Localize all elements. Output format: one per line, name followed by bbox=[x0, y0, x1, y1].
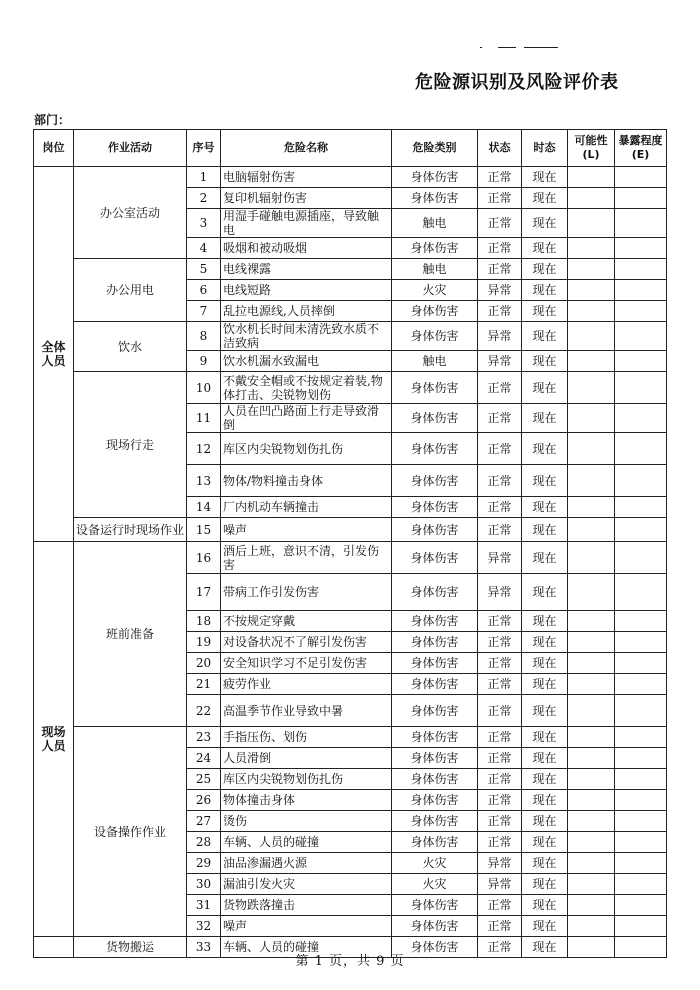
state-cell: 正常 bbox=[478, 372, 522, 404]
exposure-cell bbox=[615, 518, 667, 542]
col-header-likelihood: 可能性(L) bbox=[568, 130, 615, 167]
hazard-type-cell: 火灾 bbox=[392, 874, 478, 895]
hazard-type-cell: 身体伤害 bbox=[392, 518, 478, 542]
number-cell: 6 bbox=[187, 280, 221, 301]
likelihood-cell bbox=[568, 811, 615, 832]
exposure-cell bbox=[615, 748, 667, 769]
likelihood-cell bbox=[568, 372, 615, 404]
number-cell: 31 bbox=[187, 895, 221, 916]
header-rule-long bbox=[524, 47, 558, 48]
tense-cell: 现在 bbox=[522, 301, 568, 322]
col-header-hazard-name: 危险名称 bbox=[221, 130, 392, 167]
number-cell: 9 bbox=[187, 351, 221, 372]
table-header-row bbox=[34, 130, 667, 167]
state-cell: 异常 bbox=[478, 874, 522, 895]
exposure-cell bbox=[615, 811, 667, 832]
state-cell: 正常 bbox=[478, 497, 522, 518]
exposure-cell bbox=[615, 727, 667, 748]
hazard-type-cell: 身体伤害 bbox=[392, 465, 478, 497]
hazard-type-cell: 身体伤害 bbox=[392, 167, 478, 188]
state-cell: 正常 bbox=[478, 301, 522, 322]
state-cell: 正常 bbox=[478, 674, 522, 695]
state-cell: 正常 bbox=[478, 404, 522, 433]
state-cell: 正常 bbox=[478, 167, 522, 188]
exposure-cell bbox=[615, 916, 667, 937]
number-cell: 18 bbox=[187, 611, 221, 632]
number-cell: 8 bbox=[187, 322, 221, 351]
activity-cell: 设备操作作业 bbox=[74, 727, 187, 937]
hazard-name-cell: 厂内机动车辆撞击 bbox=[221, 497, 392, 518]
tense-cell: 现在 bbox=[522, 351, 568, 372]
state-cell: 正常 bbox=[478, 209, 522, 238]
page-footer: 第 1 页，共 9 页 bbox=[295, 954, 405, 969]
hazard-type-cell: 身体伤害 bbox=[392, 811, 478, 832]
likelihood-cell bbox=[568, 433, 615, 465]
col-header-state: 状态 bbox=[478, 130, 522, 167]
hazard-name-cell: 车辆、人员的碰撞 bbox=[221, 937, 392, 958]
likelihood-cell bbox=[568, 542, 615, 574]
hazard-type-cell: 身体伤害 bbox=[392, 574, 478, 611]
table-row bbox=[34, 727, 667, 748]
hazard-type-cell: 身体伤害 bbox=[392, 433, 478, 465]
likelihood-cell bbox=[568, 322, 615, 351]
likelihood-cell bbox=[568, 518, 615, 542]
hazard-type-cell: 身体伤害 bbox=[392, 301, 478, 322]
hazard-type-cell: 身体伤害 bbox=[392, 238, 478, 259]
tense-cell: 现在 bbox=[522, 188, 568, 209]
likelihood-cell bbox=[568, 497, 615, 518]
tense-cell: 现在 bbox=[522, 674, 568, 695]
tense-cell: 现在 bbox=[522, 611, 568, 632]
hazard-type-cell: 身体伤害 bbox=[392, 404, 478, 433]
state-cell: 正常 bbox=[478, 895, 522, 916]
number-cell: 21 bbox=[187, 674, 221, 695]
likelihood-cell bbox=[568, 695, 615, 727]
tense-cell: 现在 bbox=[522, 916, 568, 937]
hazard-type-cell: 触电 bbox=[392, 209, 478, 238]
exposure-cell bbox=[615, 188, 667, 209]
number-cell: 33 bbox=[187, 937, 221, 958]
col-header-activity: 作业活动 bbox=[74, 130, 187, 167]
hazard-name-cell: 对设备状况不了解引发伤害 bbox=[221, 632, 392, 653]
hazard-type-cell: 身体伤害 bbox=[392, 916, 478, 937]
activity-cell: 饮水 bbox=[74, 322, 187, 372]
likelihood-cell bbox=[568, 916, 615, 937]
state-cell: 正常 bbox=[478, 433, 522, 465]
hazard-name-cell: 货物跌落撞击 bbox=[221, 895, 392, 916]
hazard-name-cell: 饮水机长时间未清洗致水质不洁致病 bbox=[221, 322, 392, 351]
col-header-exposure: 暴露程度(E) bbox=[615, 130, 667, 167]
likelihood-cell bbox=[568, 611, 615, 632]
tense-cell: 现在 bbox=[522, 280, 568, 301]
hazard-name-cell: 人员在凹凸路面上行走导致滑倒 bbox=[221, 404, 392, 433]
tense-cell: 现在 bbox=[522, 695, 568, 727]
state-cell: 正常 bbox=[478, 748, 522, 769]
header-dot bbox=[480, 47, 482, 48]
tense-cell: 现在 bbox=[522, 853, 568, 874]
state-cell: 异常 bbox=[478, 574, 522, 611]
tense-cell: 现在 bbox=[522, 404, 568, 433]
likelihood-cell bbox=[568, 895, 615, 916]
col-header-hazard-type: 危险类别 bbox=[392, 130, 478, 167]
hazard-type-cell: 身体伤害 bbox=[392, 790, 478, 811]
post-cell: 现场人员 bbox=[34, 542, 74, 937]
activity-cell: 现场行走 bbox=[74, 372, 187, 518]
hazard-type-cell: 火灾 bbox=[392, 280, 478, 301]
hazard-name-cell: 漏油引发火灾 bbox=[221, 874, 392, 895]
state-cell: 异常 bbox=[478, 542, 522, 574]
hazard-type-cell: 身体伤害 bbox=[392, 653, 478, 674]
exposure-cell bbox=[615, 832, 667, 853]
table-row bbox=[34, 167, 667, 188]
table-row bbox=[34, 542, 667, 574]
hazard-name-cell: 电线裸露 bbox=[221, 259, 392, 280]
state-cell: 正常 bbox=[478, 611, 522, 632]
hazard-type-cell: 身体伤害 bbox=[392, 748, 478, 769]
hazard-name-cell: 手指压伤、划伤 bbox=[221, 727, 392, 748]
state-cell: 正常 bbox=[478, 465, 522, 497]
activity-cell: 货物搬运 bbox=[74, 937, 187, 958]
exposure-cell bbox=[615, 653, 667, 674]
number-cell: 22 bbox=[187, 695, 221, 727]
exposure-cell bbox=[615, 238, 667, 259]
risk-table-body bbox=[34, 167, 667, 958]
tense-cell: 现在 bbox=[522, 937, 568, 958]
likelihood-cell bbox=[568, 301, 615, 322]
number-cell: 26 bbox=[187, 790, 221, 811]
exposure-cell bbox=[615, 209, 667, 238]
number-cell: 24 bbox=[187, 748, 221, 769]
department-label: 部门： bbox=[34, 113, 71, 127]
likelihood-cell bbox=[568, 238, 615, 259]
tense-cell: 现在 bbox=[522, 465, 568, 497]
tense-cell: 现在 bbox=[522, 433, 568, 465]
hazard-name-cell: 库区内尖锐物划伤扎伤 bbox=[221, 433, 392, 465]
state-cell: 正常 bbox=[478, 238, 522, 259]
number-cell: 20 bbox=[187, 653, 221, 674]
tense-cell: 现在 bbox=[522, 874, 568, 895]
post-cell: 全体人员 bbox=[34, 167, 74, 542]
state-cell: 正常 bbox=[478, 653, 522, 674]
likelihood-cell bbox=[568, 465, 615, 497]
tense-cell: 现在 bbox=[522, 542, 568, 574]
number-cell: 4 bbox=[187, 238, 221, 259]
state-cell: 异常 bbox=[478, 853, 522, 874]
likelihood-cell bbox=[568, 209, 615, 238]
number-cell: 1 bbox=[187, 167, 221, 188]
exposure-cell bbox=[615, 853, 667, 874]
exposure-cell bbox=[615, 404, 667, 433]
hazard-name-cell: 不戴安全帽或不按规定着装,物体打击、尖锐物划伤 bbox=[221, 372, 392, 404]
state-cell: 正常 bbox=[478, 695, 522, 727]
hazard-name-cell: 疲劳作业 bbox=[221, 674, 392, 695]
number-cell: 23 bbox=[187, 727, 221, 748]
hazard-type-cell: 身体伤害 bbox=[392, 542, 478, 574]
number-cell: 30 bbox=[187, 874, 221, 895]
likelihood-cell bbox=[568, 188, 615, 209]
hazard-type-cell: 身体伤害 bbox=[392, 769, 478, 790]
number-cell: 2 bbox=[187, 188, 221, 209]
tense-cell: 现在 bbox=[522, 832, 568, 853]
number-cell: 5 bbox=[187, 259, 221, 280]
hazard-type-cell: 身体伤害 bbox=[392, 611, 478, 632]
number-cell: 10 bbox=[187, 372, 221, 404]
table-row bbox=[34, 518, 667, 542]
risk-table bbox=[33, 129, 667, 958]
tense-cell: 现在 bbox=[522, 895, 568, 916]
state-cell: 异常 bbox=[478, 322, 522, 351]
exposure-cell bbox=[615, 674, 667, 695]
tense-cell: 现在 bbox=[522, 497, 568, 518]
likelihood-cell bbox=[568, 674, 615, 695]
likelihood-cell bbox=[568, 790, 615, 811]
hazard-name-cell: 高温季节作业导致中暑 bbox=[221, 695, 392, 727]
hazard-name-cell: 不按规定穿戴 bbox=[221, 611, 392, 632]
exposure-cell bbox=[615, 874, 667, 895]
hazard-name-cell: 吸烟和被动吸烟 bbox=[221, 238, 392, 259]
number-cell: 3 bbox=[187, 209, 221, 238]
hazard-type-cell: 身体伤害 bbox=[392, 895, 478, 916]
state-cell: 异常 bbox=[478, 351, 522, 372]
hazard-name-cell: 库区内尖锐物划伤扎伤 bbox=[221, 769, 392, 790]
exposure-cell bbox=[615, 259, 667, 280]
likelihood-cell bbox=[568, 259, 615, 280]
state-cell: 正常 bbox=[478, 632, 522, 653]
number-cell: 16 bbox=[187, 542, 221, 574]
header-rule-short bbox=[498, 47, 516, 48]
exposure-cell bbox=[615, 895, 667, 916]
hazard-name-cell: 用湿手碰触电源插座，导致触电 bbox=[221, 209, 392, 238]
state-cell: 正常 bbox=[478, 518, 522, 542]
hazard-name-cell: 油品渗漏遇火源 bbox=[221, 853, 392, 874]
tense-cell: 现在 bbox=[522, 167, 568, 188]
tense-cell: 现在 bbox=[522, 727, 568, 748]
activity-cell: 办公室活动 bbox=[74, 167, 187, 259]
table-row bbox=[34, 372, 667, 404]
hazard-name-cell: 烫伤 bbox=[221, 811, 392, 832]
tense-cell: 现在 bbox=[522, 372, 568, 404]
hazard-name-cell: 复印机辐射伤害 bbox=[221, 188, 392, 209]
state-cell: 正常 bbox=[478, 937, 522, 958]
tense-cell: 现在 bbox=[522, 322, 568, 351]
col-header-tense: 时态 bbox=[522, 130, 568, 167]
hazard-name-cell: 物体/物料撞击身体 bbox=[221, 465, 392, 497]
col-header-number: 序号 bbox=[187, 130, 221, 167]
likelihood-cell bbox=[568, 853, 615, 874]
exposure-cell bbox=[615, 542, 667, 574]
exposure-cell bbox=[615, 790, 667, 811]
hazard-name-cell: 带病工作引发伤害 bbox=[221, 574, 392, 611]
hazard-name-cell: 物体撞击身体 bbox=[221, 790, 392, 811]
tense-cell: 现在 bbox=[522, 748, 568, 769]
tense-cell: 现在 bbox=[522, 653, 568, 674]
number-cell: 13 bbox=[187, 465, 221, 497]
likelihood-cell bbox=[568, 832, 615, 853]
hazard-type-cell: 身体伤害 bbox=[392, 188, 478, 209]
hazard-type-cell: 身体伤害 bbox=[392, 372, 478, 404]
exposure-cell bbox=[615, 632, 667, 653]
state-cell: 正常 bbox=[478, 259, 522, 280]
hazard-name-cell: 噪声 bbox=[221, 518, 392, 542]
hazard-type-cell: 身体伤害 bbox=[392, 322, 478, 351]
hazard-type-cell: 触电 bbox=[392, 351, 478, 372]
number-cell: 28 bbox=[187, 832, 221, 853]
likelihood-cell bbox=[568, 351, 615, 372]
number-cell: 7 bbox=[187, 301, 221, 322]
activity-cell: 办公用电 bbox=[74, 259, 187, 322]
exposure-cell bbox=[615, 322, 667, 351]
state-cell: 正常 bbox=[478, 916, 522, 937]
hazard-name-cell: 饮水机漏水致漏电 bbox=[221, 351, 392, 372]
tense-cell: 现在 bbox=[522, 769, 568, 790]
number-cell: 15 bbox=[187, 518, 221, 542]
hazard-type-cell: 身体伤害 bbox=[392, 937, 478, 958]
exposure-cell bbox=[615, 497, 667, 518]
number-cell: 19 bbox=[187, 632, 221, 653]
exposure-cell bbox=[615, 280, 667, 301]
exposure-cell bbox=[615, 351, 667, 372]
hazard-type-cell: 身体伤害 bbox=[392, 632, 478, 653]
exposure-cell bbox=[615, 372, 667, 404]
state-cell: 正常 bbox=[478, 790, 522, 811]
state-cell: 正常 bbox=[478, 769, 522, 790]
hazard-name-cell: 电脑辐射伤害 bbox=[221, 167, 392, 188]
activity-cell: 班前准备 bbox=[74, 542, 187, 727]
state-cell: 正常 bbox=[478, 811, 522, 832]
tense-cell: 现在 bbox=[522, 574, 568, 611]
tense-cell: 现在 bbox=[522, 238, 568, 259]
col-header-post: 岗位 bbox=[34, 130, 74, 167]
exposure-cell bbox=[615, 695, 667, 727]
likelihood-cell bbox=[568, 280, 615, 301]
hazard-name-cell: 电线短路 bbox=[221, 280, 392, 301]
hazard-name-cell: 酒后上班，意识不清，引发伤害 bbox=[221, 542, 392, 574]
exposure-cell bbox=[615, 611, 667, 632]
number-cell: 25 bbox=[187, 769, 221, 790]
hazard-type-cell: 身体伤害 bbox=[392, 832, 478, 853]
number-cell: 12 bbox=[187, 433, 221, 465]
hazard-type-cell: 触电 bbox=[392, 259, 478, 280]
likelihood-cell bbox=[568, 769, 615, 790]
tense-cell: 现在 bbox=[522, 811, 568, 832]
hazard-type-cell: 身体伤害 bbox=[392, 674, 478, 695]
number-cell: 14 bbox=[187, 497, 221, 518]
exposure-cell bbox=[615, 433, 667, 465]
exposure-cell bbox=[615, 301, 667, 322]
likelihood-cell bbox=[568, 632, 615, 653]
likelihood-cell bbox=[568, 574, 615, 611]
tense-cell: 现在 bbox=[522, 632, 568, 653]
hazard-type-cell: 身体伤害 bbox=[392, 695, 478, 727]
tense-cell: 现在 bbox=[522, 790, 568, 811]
hazard-name-cell: 车辆、人员的碰撞 bbox=[221, 832, 392, 853]
exposure-cell bbox=[615, 465, 667, 497]
likelihood-cell bbox=[568, 404, 615, 433]
number-cell: 11 bbox=[187, 404, 221, 433]
exposure-cell bbox=[615, 167, 667, 188]
state-cell: 正常 bbox=[478, 727, 522, 748]
likelihood-cell bbox=[568, 874, 615, 895]
number-cell: 17 bbox=[187, 574, 221, 611]
hazard-type-cell: 火灾 bbox=[392, 853, 478, 874]
likelihood-cell bbox=[568, 748, 615, 769]
likelihood-cell bbox=[568, 727, 615, 748]
number-cell: 32 bbox=[187, 916, 221, 937]
tense-cell: 现在 bbox=[522, 209, 568, 238]
hazard-name-cell: 乱拉电源线,人员摔倒 bbox=[221, 301, 392, 322]
hazard-name-cell: 安全知识学习不足引发伤害 bbox=[221, 653, 392, 674]
hazard-type-cell: 身体伤害 bbox=[392, 497, 478, 518]
exposure-cell bbox=[615, 574, 667, 611]
table-row bbox=[34, 322, 667, 351]
number-cell: 29 bbox=[187, 853, 221, 874]
exposure-cell bbox=[615, 769, 667, 790]
likelihood-cell bbox=[568, 167, 615, 188]
hazard-type-cell: 身体伤害 bbox=[392, 727, 478, 748]
tense-cell: 现在 bbox=[522, 518, 568, 542]
tense-cell: 现在 bbox=[522, 259, 568, 280]
activity-cell: 设备运行时现场作业 bbox=[74, 518, 187, 542]
table-row bbox=[34, 259, 667, 280]
likelihood-cell bbox=[568, 653, 615, 674]
hazard-name-cell: 人员滑倒 bbox=[221, 748, 392, 769]
hazard-name-cell: 噪声 bbox=[221, 916, 392, 937]
state-cell: 正常 bbox=[478, 832, 522, 853]
state-cell: 正常 bbox=[478, 188, 522, 209]
state-cell: 异常 bbox=[478, 280, 522, 301]
number-cell: 27 bbox=[187, 811, 221, 832]
document-title: 危险源识别及风险评价表 bbox=[415, 72, 619, 93]
